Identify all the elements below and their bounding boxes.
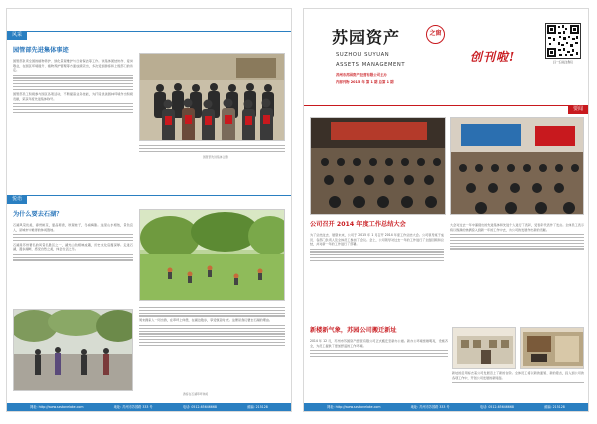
building-photo-left bbox=[452, 327, 516, 369]
footer-postcode: 邮编: 215128 bbox=[247, 405, 268, 409]
section-header-bar bbox=[7, 31, 291, 41]
qr-code-icon bbox=[546, 24, 580, 58]
photo-caption: 游客在石湖草坪休闲 bbox=[183, 392, 209, 396]
footer-address: 地址: 苏州市苏园路 333 号 bbox=[410, 405, 450, 409]
article-body bbox=[452, 371, 584, 401]
footer-postcode: 邮编: 215128 bbox=[544, 405, 565, 409]
park-photo-image bbox=[140, 210, 285, 301]
article-paragraph: 周末携家人一同出游，在草坪上休憩，在湖边散步，享受惬意时光。这便是我们要去石湖的理由。 bbox=[139, 318, 273, 323]
page-footer bbox=[304, 403, 588, 411]
article-body bbox=[13, 223, 133, 305]
footer-website: 网址: http://www.szstonelake.com bbox=[30, 405, 84, 409]
article-body bbox=[450, 223, 584, 313]
footer-website: 网址: http://www.szstonelake.com bbox=[327, 405, 381, 409]
footer-address: 地址: 苏州市苏园路 333 号 bbox=[113, 405, 153, 409]
article-paragraph: 大会对过去一年中涌现出的先进集体和先进个人进行了表彰，受表彰代表作了发言。全体员工表示将以饱满的热情投入到新一年的工作中去，为公司的发展作出新的贡献。 bbox=[450, 223, 584, 232]
section-tab: 风采 bbox=[7, 31, 27, 40]
masthead-english-line2: ASSETS MANAGEMENT bbox=[336, 62, 406, 68]
article-title: 新楼新气象，苏园公司搬迁新址 bbox=[310, 327, 397, 334]
meeting-photo-left bbox=[310, 117, 446, 215]
article-paragraph: 2014 年 12 月，苏州市苏园资产经营有限公司正式搬迁至新办公楼。新办公环境宽敞明亮，设施齐全，为员工提供了更加舒适的工作环境。 bbox=[310, 339, 448, 348]
footer-phone: 电话: 0512-65646668 bbox=[479, 405, 514, 409]
group-photo-image bbox=[140, 54, 285, 141]
right-page bbox=[303, 8, 589, 412]
article-title: 为什么要去石湖？ bbox=[13, 211, 63, 218]
masthead-title: 苏园资产 bbox=[332, 28, 401, 47]
masthead-seal: 之窗 bbox=[426, 25, 445, 44]
article-paragraph: 石湖风景优美，春赏桃花，夏品荷香，秋观桂子，冬看梅影。这里山水相依，景色宜人，是城市中难得的休闲胜地。 bbox=[13, 223, 133, 232]
article-body bbox=[310, 339, 448, 401]
section-header-bar bbox=[304, 105, 588, 115]
section-tab: 悦语 bbox=[7, 195, 27, 204]
qr-label: 扫一扫关注我们 bbox=[553, 60, 573, 64]
page-footer bbox=[7, 403, 291, 411]
footer-phone: 电话: 0512-65646668 bbox=[182, 405, 217, 409]
building-photo-left-image bbox=[453, 328, 516, 369]
masthead-publisher: 苏州市苏园资产经营有限公司主办 bbox=[336, 73, 387, 77]
left-page bbox=[6, 8, 292, 412]
masthead-english-line1: SUZHOU SUYUAN bbox=[336, 52, 390, 58]
article-paragraph: 为了总结过去、展望未来，公司于 2015 年 1 月召开 2014 年度工作总结大会。公司领导班子成员、各部门负责人及全体员工参加了会议。会上，公司领导对过去一年的工作进行了全面回顾和总结，并对新一年的工作进行了部署。 bbox=[310, 233, 444, 247]
article-title: 园管部先进集体事迹 bbox=[13, 47, 69, 54]
article-paragraph: 新址的启用标志着公司发展迈上了新的台阶。全体员工将以新的面貌、新的姿态，投入到公司的各项工作中，开创公司发展的新局面。 bbox=[452, 371, 584, 380]
park-photo bbox=[139, 209, 285, 301]
section-tab: 要闻 bbox=[568, 105, 588, 114]
meeting-photo-left-image bbox=[311, 118, 446, 215]
meeting-photo-right-image bbox=[451, 118, 584, 215]
building-photo-right bbox=[520, 327, 584, 369]
street-photo bbox=[13, 309, 133, 391]
article-body bbox=[13, 59, 133, 155]
street-photo-image bbox=[14, 310, 133, 391]
article-body bbox=[139, 305, 285, 391]
article-body bbox=[310, 233, 444, 313]
article-paragraph: 石湖是苏州著名的风景名胜区之一，湖光山色相映成趣，历史文化底蕴深厚。走进石湖，漫步湖畔，感受自然之美，体会生活之乐。 bbox=[13, 242, 133, 252]
article-title: 公司召开 2014 年度工作总结大会 bbox=[310, 221, 406, 228]
article-paragraph: 园管部负责全园的植物养护、绿化景观维护与日常保洁等工作。该集体团结协作、爱岗敬业，在园区环境提升、植物养护管理等方面成绩突出，多次受到游客和上级部门的肯定。 bbox=[13, 59, 133, 73]
qr-code[interactable] bbox=[545, 23, 581, 59]
section-header-bar bbox=[7, 195, 291, 205]
meeting-photo-right bbox=[450, 117, 584, 215]
building-photo-right-image bbox=[521, 328, 584, 369]
masthead-issue: 内部刊物 2015 年 第 1 期 总第 1 期 bbox=[336, 80, 394, 84]
group-photo bbox=[139, 53, 285, 141]
launch-slogan: 创刊啦! bbox=[470, 50, 516, 64]
article-paragraph: 园管部员工积极参与园区各项活动，不断提高业务技能，为打造优美园林环境作出积极贡献，荣获年度先进集体称号。 bbox=[13, 91, 133, 101]
photo-caption: 园管部先进集体合影 bbox=[203, 155, 229, 159]
